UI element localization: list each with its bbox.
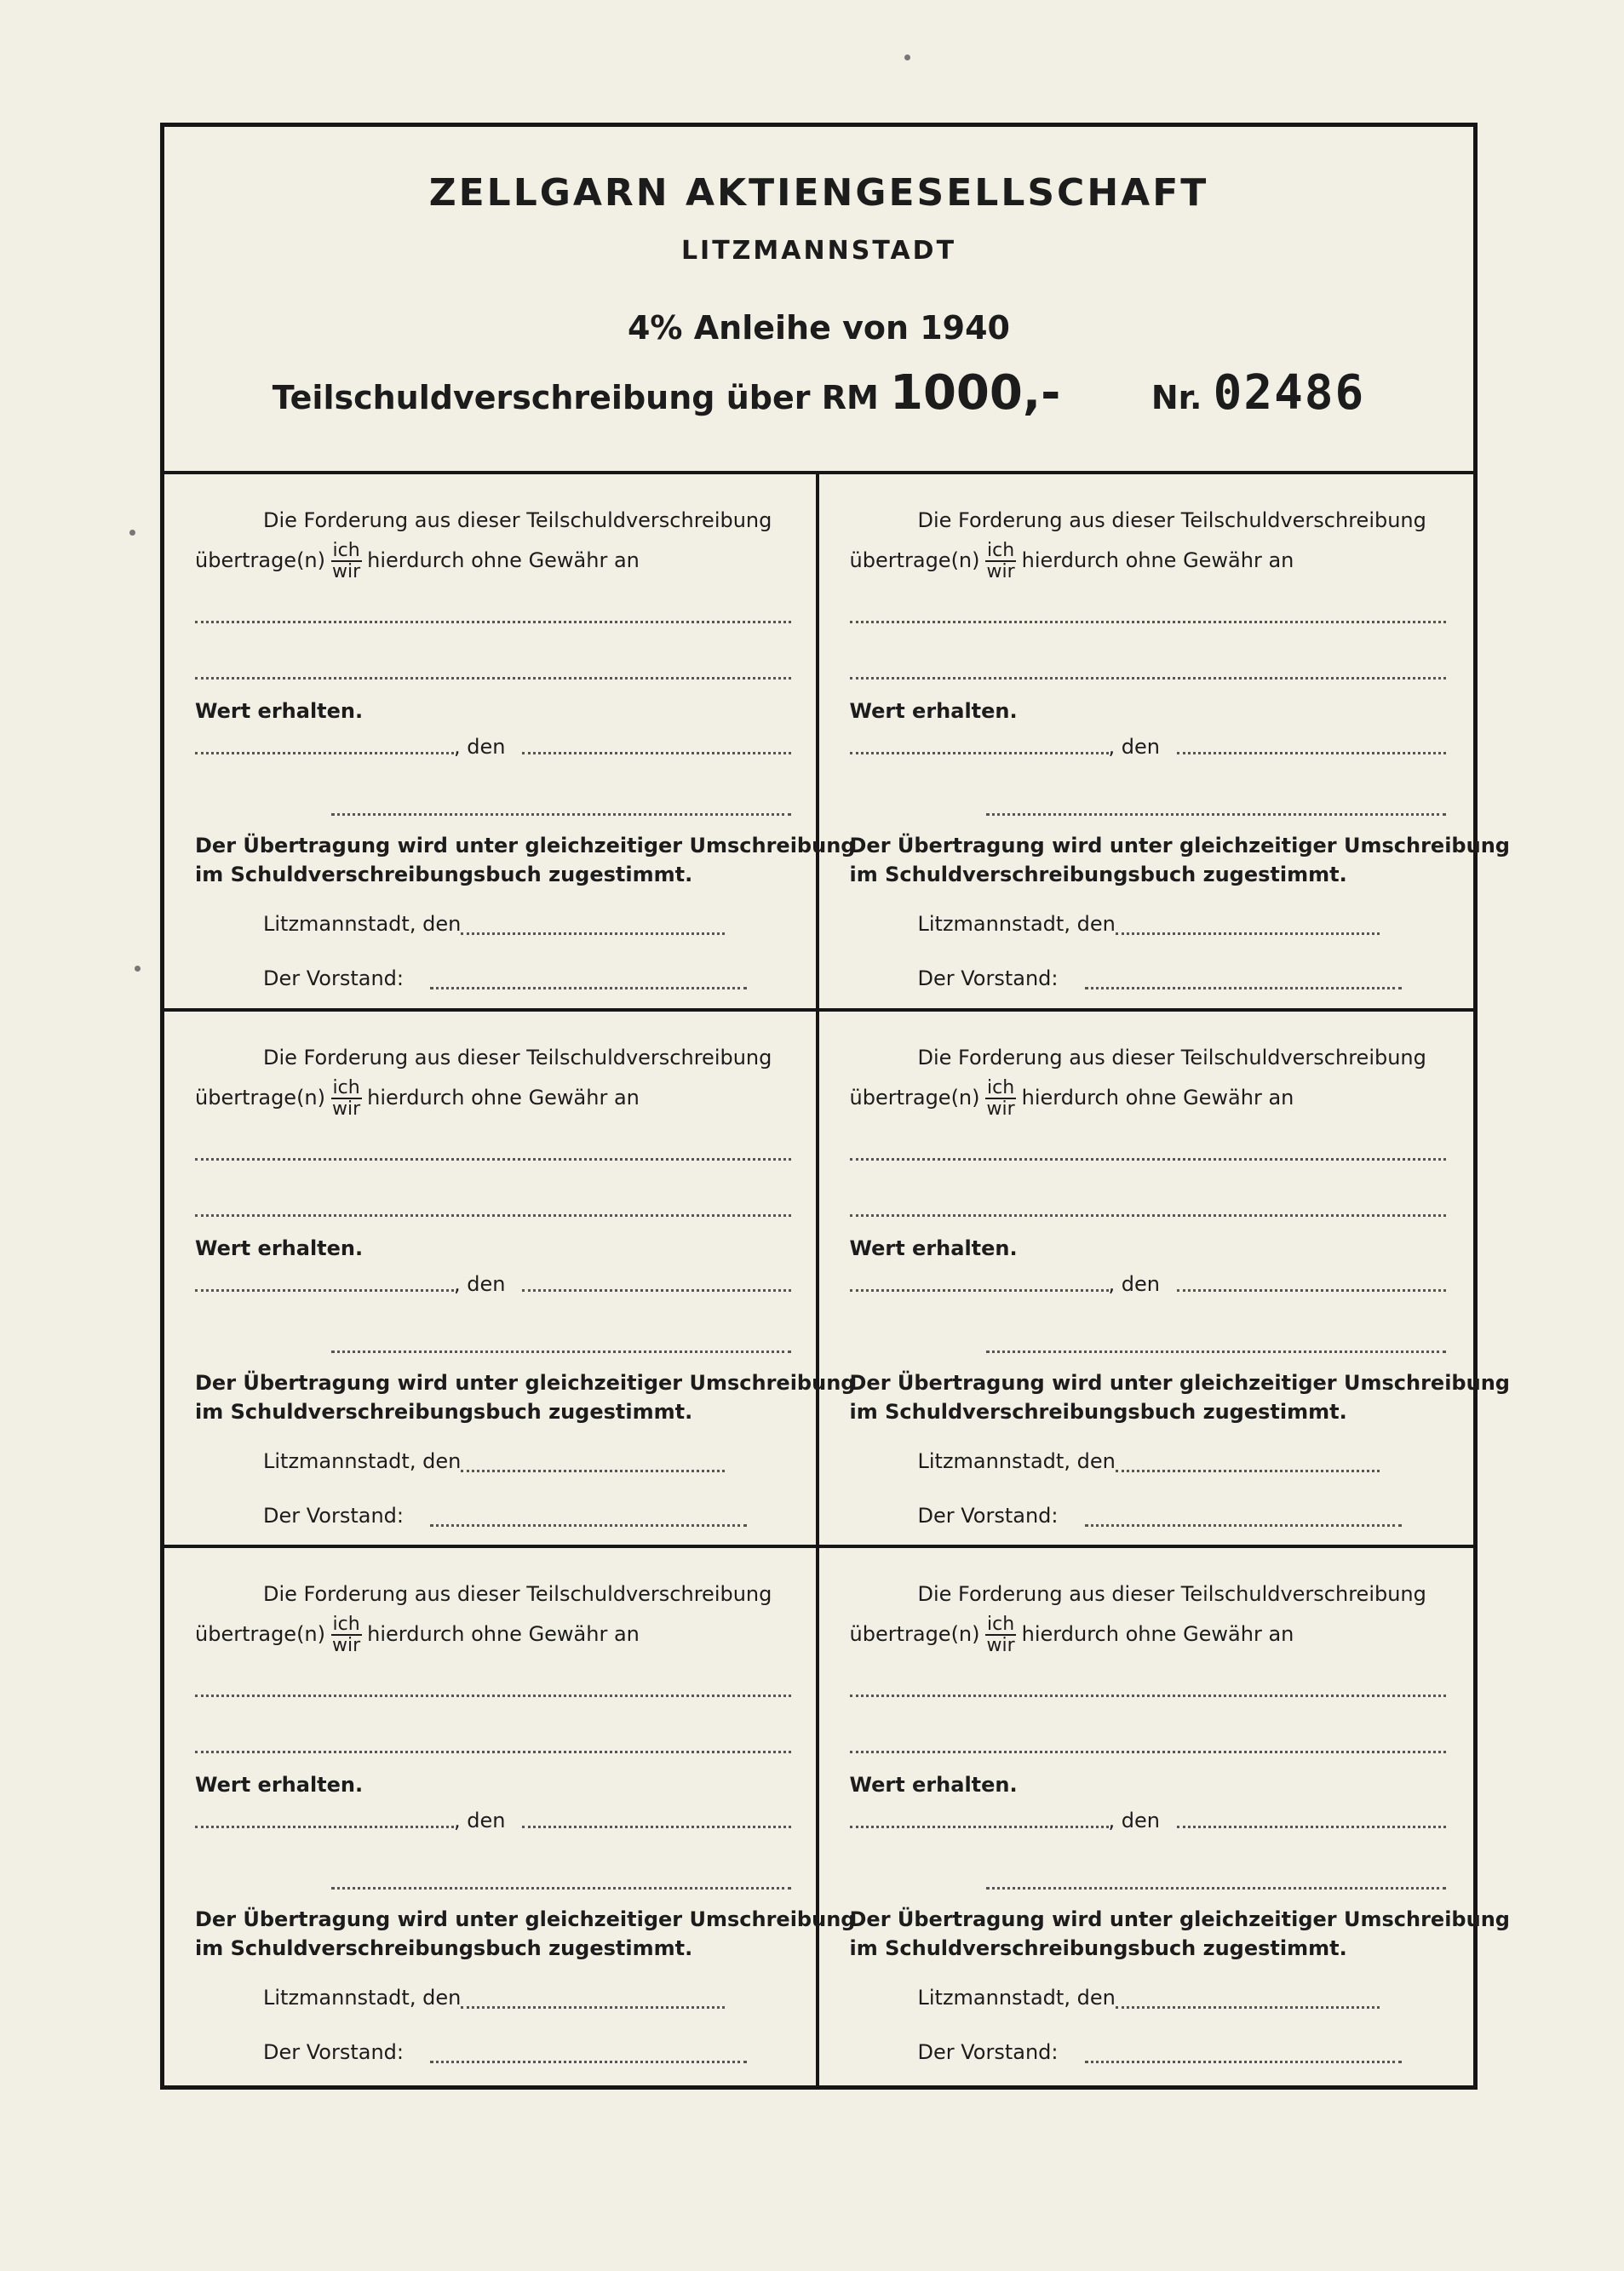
consent-text-2: im Schuldverschreibungsbuch zugestimmt. [195, 863, 693, 886]
place-date-label: Litzmannstadt, den [263, 912, 462, 936]
board-signature-line[interactable] [1085, 2061, 1402, 2063]
recipient-line-1[interactable] [195, 1158, 791, 1161]
ich-wir-fraction [985, 541, 1017, 582]
paper-mark [135, 966, 141, 972]
date-line[interactable] [1177, 1826, 1446, 1828]
consent-date-line[interactable] [461, 932, 725, 935]
fraction-ich: ich [987, 1614, 1015, 1636]
paper-mark [129, 530, 135, 536]
company-city: LITZMANNSTADT [680, 236, 957, 266]
transfer-word: übertrage(n) [849, 1085, 980, 1110]
bond-line [164, 365, 1473, 421]
ich-wir-fraction [330, 1078, 362, 1119]
signature-line[interactable] [986, 1887, 1446, 1890]
transfer-block [819, 1012, 1510, 1549]
consent-text-1: Der Übertragung wird unter gleichzeitiger Umschreibung [195, 1907, 856, 1932]
fraction-wir: wir [332, 561, 361, 583]
place-line[interactable] [195, 1289, 454, 1292]
consent-text-1: Der Übertragung wird unter gleichzeitiger Umschreibung [849, 834, 1510, 857]
value-received-label: Wert erhalten. [195, 1773, 364, 1798]
recipient-line-1[interactable] [850, 1158, 1446, 1161]
company-name: ZELLGARN AKTIENGESELLSCHAFT [428, 171, 1209, 215]
number-label: Nr. [1151, 379, 1202, 416]
consent-text-1: Der Übertragung wird unter gleichzeitiger Umschreibung [195, 834, 856, 857]
signature-line[interactable] [986, 1351, 1446, 1353]
place-date-label: Litzmannstadt, den [917, 1448, 1116, 1473]
place-date-label: Litzmannstadt, den [263, 1448, 462, 1473]
transfer-text [195, 541, 640, 582]
den-label: , den [454, 1271, 506, 1296]
claim-text: Die Forderung aus dieser Teilschuldverschreibung [263, 1045, 772, 1070]
transfer-block [819, 1548, 1510, 2085]
claim-text: Die Forderung aus dieser Teilschuldverschreibung [917, 1582, 1426, 1607]
consent-text-1: Der Übertragung wird unter gleichzeitiger Umschreibung [849, 1370, 1510, 1395]
transfer-block [164, 1548, 856, 2085]
paper-mark [904, 54, 910, 60]
recipient-line-2[interactable] [850, 1214, 1446, 1217]
transfer-block [164, 1012, 856, 1549]
consent-date-line[interactable] [1116, 932, 1380, 935]
consent-date-line[interactable] [461, 2006, 725, 2009]
board-label: Der Vorstand: [917, 966, 1059, 990]
place-line[interactable] [850, 1289, 1109, 1292]
fraction-wir: wir [986, 1635, 1015, 1657]
transfer-text [195, 1614, 640, 1655]
transfer-word: übertrage(n) [849, 1622, 980, 1647]
transfer-tail: hierdurch ohne Gewähr an [1021, 548, 1294, 573]
fraction-ich: ich [332, 540, 360, 561]
den-label: , den [1108, 1809, 1160, 1833]
bond-header [164, 127, 1473, 474]
transfer-text [195, 1078, 640, 1119]
transfer-text [850, 1078, 1294, 1119]
place-line[interactable] [850, 1826, 1109, 1828]
signature-line[interactable] [331, 1887, 791, 1890]
fraction-wir: wir [986, 561, 1015, 583]
consent-date-line[interactable] [1116, 1470, 1380, 1472]
recipient-line-1[interactable] [195, 621, 791, 623]
ich-wir-fraction [985, 1614, 1017, 1655]
board-signature-line[interactable] [430, 987, 747, 989]
den-label: , den [1108, 735, 1160, 759]
bond-amount: 1000,- [890, 365, 1061, 421]
fraction-wir: wir [986, 1098, 1015, 1120]
consent-text-2: im Schuldverschreibungsbuch zugestimmt. [849, 863, 1347, 886]
date-line[interactable] [522, 752, 791, 754]
place-line[interactable] [195, 752, 454, 754]
signature-line[interactable] [986, 813, 1446, 816]
signature-line[interactable] [331, 813, 791, 816]
ich-wir-fraction [330, 541, 362, 582]
recipient-line-2[interactable] [850, 1751, 1446, 1753]
board-signature-line[interactable] [1085, 987, 1402, 989]
ich-wir-fraction [330, 1614, 362, 1655]
recipient-line-2[interactable] [195, 677, 791, 680]
place-date-label: Litzmannstadt, den [917, 912, 1116, 936]
serial-number: 02486 [1213, 365, 1366, 421]
fraction-ich: ich [987, 1076, 1015, 1098]
bond-form-frame [160, 123, 1510, 2090]
place-line[interactable] [195, 1826, 454, 1828]
fraction-ich: ich [332, 1076, 360, 1098]
fraction-wir: wir [332, 1098, 361, 1120]
recipient-line-2[interactable] [195, 1214, 791, 1217]
transfer-word: übertrage(n) [195, 1622, 325, 1647]
consent-text-2: im Schuldverschreibungsbuch zugestimmt. [849, 1399, 1347, 1424]
board-label: Der Vorstand: [263, 2040, 404, 2065]
board-label: Der Vorstand: [917, 1503, 1059, 1528]
transfer-word: übertrage(n) [195, 1085, 325, 1110]
recipient-line-2[interactable] [850, 677, 1446, 680]
bond-prefix: Teilschuldverschreibung über RM [272, 379, 879, 416]
recipient-line-1[interactable] [195, 1695, 791, 1697]
value-received-label: Wert erhalten. [195, 699, 364, 723]
transfer-text [850, 1614, 1294, 1655]
transfer-grid [164, 474, 1510, 2085]
den-label: , den [454, 735, 506, 759]
place-date-label: Litzmannstadt, den [917, 1986, 1116, 2010]
recipient-line-2[interactable] [195, 1751, 791, 1753]
value-received-label: Wert erhalten. [849, 1236, 1018, 1260]
board-signature-line[interactable] [430, 1524, 747, 1527]
claim-text: Die Forderung aus dieser Teilschuldverschreibung [917, 508, 1426, 532]
transfer-tail: hierdurch ohne Gewähr an [1021, 1622, 1294, 1647]
board-label: Der Vorstand: [917, 2040, 1059, 2065]
date-line[interactable] [522, 1289, 791, 1292]
place-line[interactable] [850, 752, 1109, 754]
transfer-text [850, 541, 1294, 582]
loan-title: 4% Anleihe von 1940 [627, 309, 1010, 347]
recipient-line-1[interactable] [850, 621, 1446, 623]
claim-text: Die Forderung aus dieser Teilschuldverschreibung [917, 1045, 1426, 1070]
date-line[interactable] [522, 1826, 791, 1828]
claim-text: Die Forderung aus dieser Teilschuldverschreibung [263, 508, 772, 532]
consent-text-2: im Schuldverschreibungsbuch zugestimmt. [195, 1399, 693, 1424]
board-signature-line[interactable] [430, 2061, 747, 2063]
value-received-label: Wert erhalten. [849, 699, 1018, 723]
fraction-ich: ich [332, 1614, 360, 1636]
signature-line[interactable] [331, 1351, 791, 1353]
date-line[interactable] [1177, 1289, 1446, 1292]
board-label: Der Vorstand: [263, 1503, 404, 1528]
den-label: , den [454, 1809, 506, 1833]
board-label: Der Vorstand: [263, 966, 404, 990]
transfer-tail: hierdurch ohne Gewähr an [367, 548, 640, 573]
consent-text-1: Der Übertragung wird unter gleichzeitiger Umschreibung [195, 1370, 856, 1395]
transfer-tail: hierdurch ohne Gewähr an [1021, 1085, 1294, 1110]
fraction-ich: ich [987, 540, 1015, 561]
transfer-tail: hierdurch ohne Gewähr an [367, 1622, 640, 1647]
consent-date-line[interactable] [461, 1470, 725, 1472]
consent-text-2: im Schuldverschreibungsbuch zugestimmt. [849, 1936, 1347, 1961]
value-received-label: Wert erhalten. [195, 1236, 364, 1260]
date-line[interactable] [1177, 752, 1446, 754]
den-label: , den [1108, 1271, 1160, 1296]
claim-text: Die Forderung aus dieser Teilschuldverschreibung [263, 1582, 772, 1607]
place-date-label: Litzmannstadt, den [263, 1986, 462, 2010]
transfer-word: übertrage(n) [195, 548, 325, 573]
transfer-tail: hierdurch ohne Gewähr an [367, 1085, 640, 1110]
board-signature-line[interactable] [1085, 1524, 1402, 1527]
consent-text-1: Der Übertragung wird unter gleichzeitiger Umschreibung [849, 1907, 1510, 1932]
transfer-block [164, 474, 856, 1012]
value-received-label: Wert erhalten. [849, 1773, 1018, 1798]
fraction-wir: wir [332, 1635, 361, 1657]
transfer-block [819, 474, 1510, 1012]
ich-wir-fraction [985, 1078, 1017, 1119]
transfer-word: übertrage(n) [849, 548, 980, 573]
consent-date-line[interactable] [1116, 2006, 1380, 2009]
recipient-line-1[interactable] [850, 1695, 1446, 1697]
consent-text-2: im Schuldverschreibungsbuch zugestimmt. [195, 1936, 693, 1961]
